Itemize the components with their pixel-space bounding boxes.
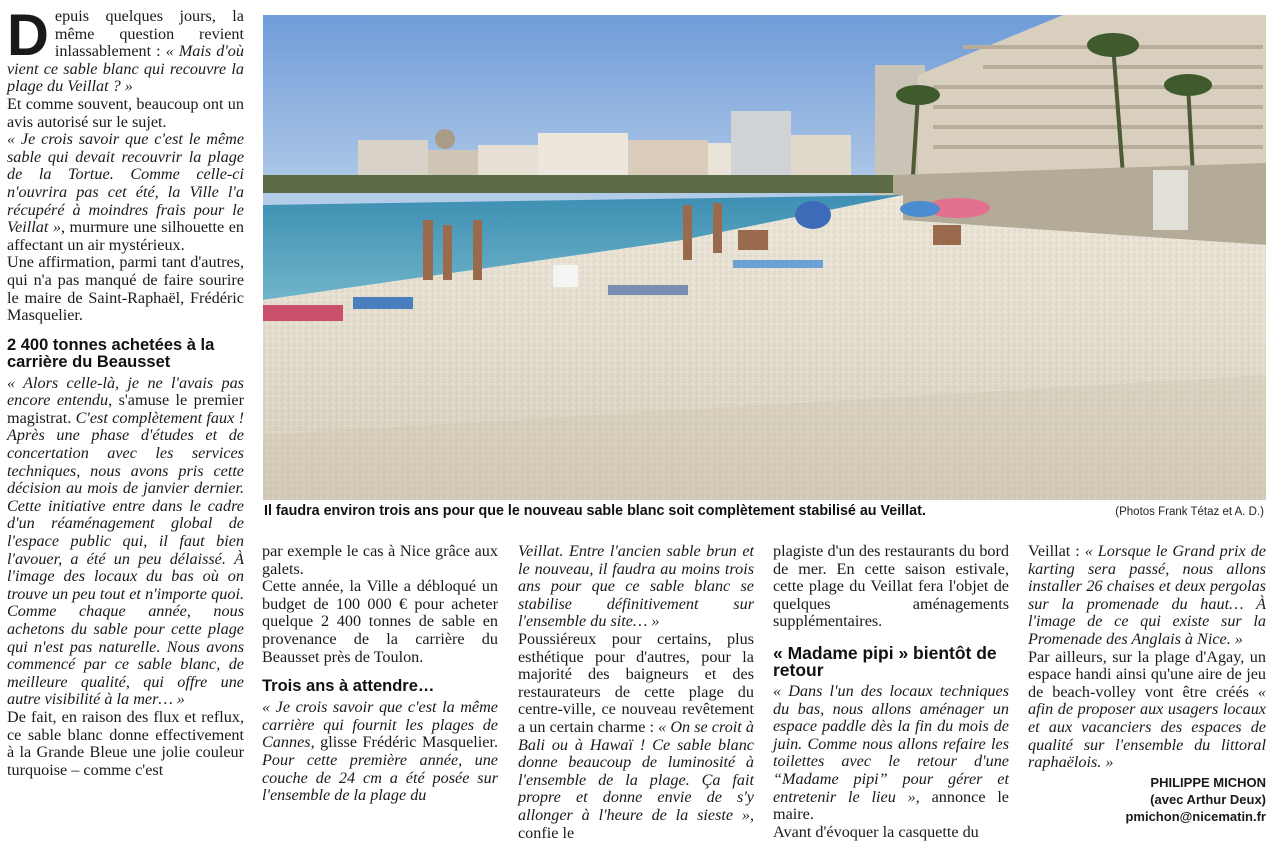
paragraph: Avant d'évoquer la casquette du — [773, 822, 979, 841]
article-column-4 — [773, 543, 1009, 841]
quote-text: « Dans l'un des locaux techniques du bas, nous allons aménager un espace paddle dès la fin du mois de juin. Comme nous allons refaire les toilettes avec le retour d'une “Madame pipi” pour gérer et entretenir le lieu » — [773, 681, 1009, 806]
article-column-1 — [7, 3, 244, 779]
text-run: , annonce le maire. — [773, 787, 1009, 824]
text-run: epuis quelques jours, la même question revient inlassablement : — [54, 7, 244, 61]
paragraph — [773, 683, 1009, 824]
article-column-3 — [518, 543, 754, 842]
paragraph: Une affirmation, parmi tant d'autres, qui n'a pas manqué de faire sourire le maire de Saint-Raphaël, Frédéric Masquelier. — [7, 253, 244, 325]
article-column-5 — [1028, 543, 1266, 825]
text-run: glisse Frédéric Masquelier. — [314, 733, 498, 752]
quote-text: « Je crois savoir que c'est la même carrière qui fournit les plages de Cannes, — [262, 698, 498, 752]
text-run: s'amuse le premier magistrat. — [7, 391, 244, 427]
paragraph: plagiste d'un des restaurants du bord de mer. En cette saison estivale, cette plage du Veillat fera l'objet de quelques aménagements supplémentaires. — [773, 542, 1009, 631]
quote-text: « Lorsque le Grand prix de karting sera passé, nous allons installer 26 chaises et deux pergolas sur la promenade du haut… À l'image de ce qui existe sur la Promenade des Anglais à Nice. » — [1028, 542, 1266, 648]
paragraph — [262, 699, 498, 805]
paragraph: Veillat. Entre l'ancien sable brun et le nouveau, il faudra au moins trois ans pour que ce sable blanc se stabilise définitivement sur l'ensemble du site… » — [518, 542, 754, 631]
quote-text: Pour cette première année, une couche de 24 cm a été posée sur l'ensemble de la plage du — [262, 750, 498, 805]
quote-text: « Mais d'où vient ce sable blanc qui recouvre la plage du Veillat ? » — [7, 42, 244, 96]
text-run: Poussiéreux pour certains, plus esthétique pour d'autres, pour la majorité des baigneurs et des restaurateurs de cette plage du centre-ville, ce nouveau revêtement a un certain charme : — [518, 629, 754, 736]
photo-caption: Il faudra environ trois ans pour que le nouveau sable blanc soit complètement stabilisé au Veillat. — [264, 503, 926, 519]
article-column-2 — [262, 543, 498, 805]
quote-text: « On se croit à Bali ou à Hawaï ! Ce sable blanc donne beaucoup de luminosité à l'ensemble de la plage. Ça fait propre et donne envie de s'y allonger à l'heure de la sieste » — [518, 717, 754, 824]
text-run: , murmure une silhouette en affectant un air mystérieux. — [7, 218, 244, 254]
paragraph: Cette année, la Ville a débloqué un budget de 100 000 € pour acheter quelque 2 400 tonnes de sable en provenance de la carrière du Beausset près de Toulon. — [262, 577, 498, 666]
paragraph — [7, 375, 244, 709]
paragraph — [7, 131, 244, 254]
quote-text: « afin de proposer aux usagers locaux et aux vacanciers des espaces de qualité sur l'ensemble du littoral raphaëlois. » — [1028, 682, 1266, 772]
subheading: 2 400 tonnes achetées à la carrière du Beausset — [7, 335, 215, 371]
paragraph: De fait, en raison des flux et reflux, ce sable blanc donne effectivement à la Grande Bleue une jolie couleur turquoise – comme c'est — [7, 707, 244, 779]
paragraph: par exemple le cas à Nice grâce aux galets. — [262, 542, 498, 578]
text-run: Veillat : — [1028, 542, 1085, 560]
beach-photo — [263, 15, 1266, 500]
subheading: « Madame pipi » bientôt de retour — [773, 642, 997, 680]
photo-credit: (Photos Frank Tétaz et A. D.) — [1115, 506, 1264, 518]
author-name: PHILIPPE MICHON — [1150, 774, 1266, 790]
quote-text: « Je crois savoir que c'est le même sable qui devait recouvrir la plage de la Tortue. Comme celle-ci n'ouvrira pas cet été, la Ville l'a récupéré à moindres frais pour le Veillat » — [7, 130, 244, 237]
text-run: , confie le — [518, 805, 754, 842]
author-email[interactable]: pmichon@nicematin.fr — [1125, 808, 1266, 824]
drop-cap: D — [7, 3, 49, 68]
paragraph — [1028, 543, 1266, 649]
paragraph — [518, 631, 754, 842]
quote-text: C'est complètement faux ! Après une phase d'études et de concertation avec les services techniques, nous avons pris cette décision au mois de janvier dernier. Cette initiative entre dans le cadre d'un réaménagement global de l'espace public qui, il faut bien l'avouer, a été un peu délaissé. À l'image des locaux du bas où on trouve un peu tout et n'importe quoi. Comme chaque année, nous achetons du sable pour cette plage qui n'est pas naturelle. Nous avons commencé par ce sable blanc, de meilleure qualité, qui offre une autre visibilité à la mer… » — [7, 408, 244, 709]
text-run: Par ailleurs, sur la plage d'Agay, un espace handi ainsi qu'une aire de jeu de beach-volley vont être créés — [1028, 647, 1266, 701]
paragraph: Et comme souvent, beaucoup ont un avis autorisé sur le sujet. — [7, 94, 244, 131]
subheading: Trois ans à attendre… — [262, 677, 435, 696]
quote-text: « Alors celle-là, je ne l'avais pas encore entendu, — [7, 373, 244, 410]
paragraph — [1028, 649, 1266, 772]
coauthor-name: (avec Arthur Deux) — [1150, 791, 1266, 807]
